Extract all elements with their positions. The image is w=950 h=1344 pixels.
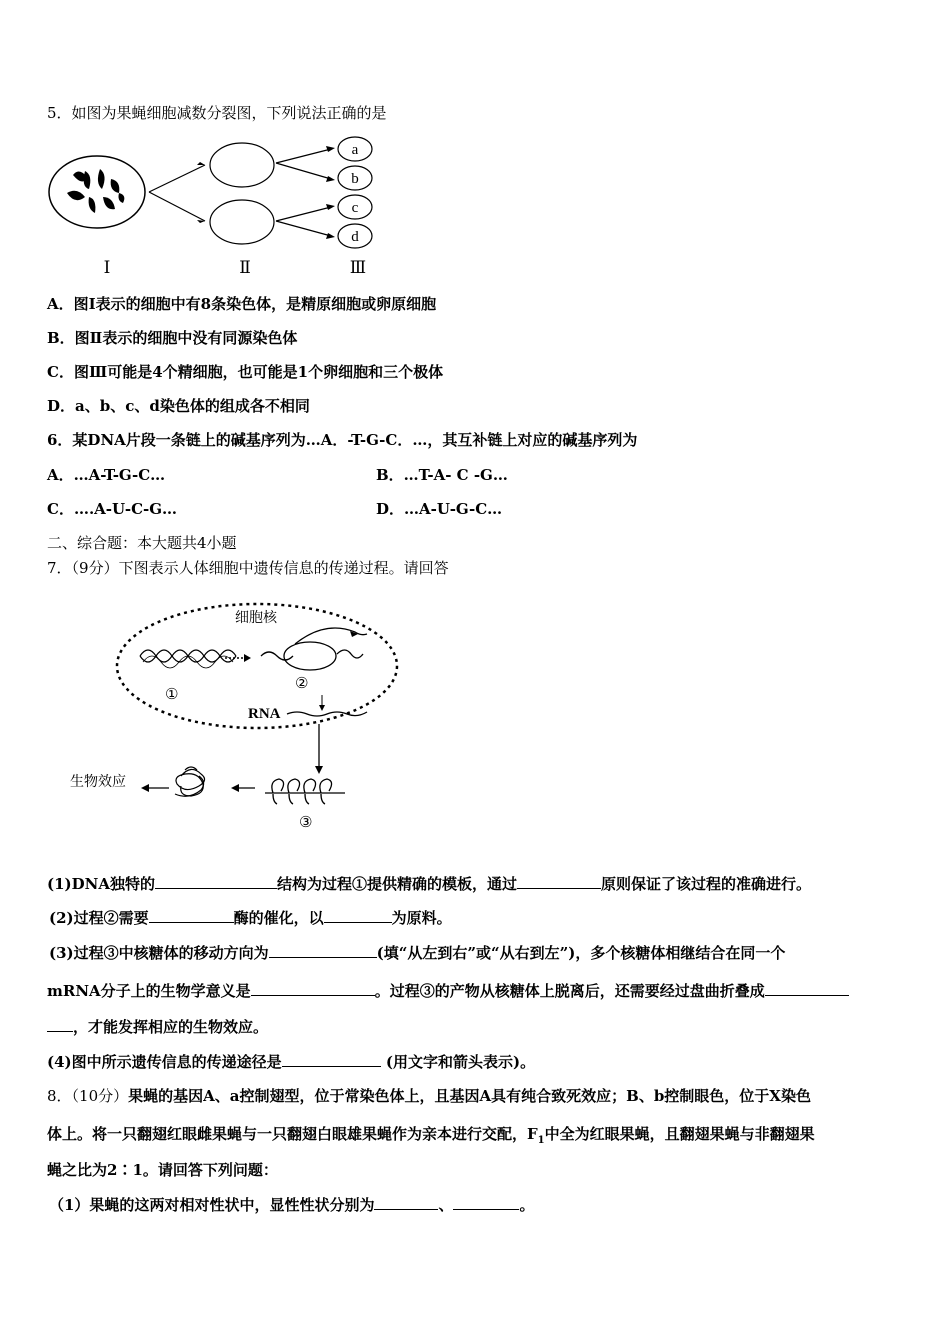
q7-score: （9分） [71,559,119,577]
q7-s3b-text-a: mRNA分子上的生物学意义是 [47,982,251,1000]
cell-label-d: d [351,229,359,245]
q7-s4-text-b: (用文字和箭头表示)。 [385,1053,536,1071]
gene-expression-diagram [65,598,410,833]
q7-s2-blank-1 [149,908,234,923]
q7-s1-text-a: (1)DNA独特的 [47,875,155,893]
q7-s3-text-b: (填“从左到右”或“从右到左”)，多个核糖体相继结合在同一个 [376,944,786,962]
stage-label-III: Ⅲ [349,258,367,277]
q7-s3c-text-a: ，才能发挥相应的生物效应。 [73,1018,269,1036]
meiosis-diagram [45,135,395,280]
q7-s4-text-a: (4)图中所示遗传信息的传递途径是 [47,1053,282,1071]
q8-sub1 [49,1195,534,1215]
folded-protein-icon [175,767,205,796]
q7-s1-text-c: 原则保证了该过程的准确进行。 [601,875,812,893]
cell-label-a: a [351,142,359,158]
q7-s3-blank-3 [765,981,849,996]
q8-s1-text-b: 、 [438,1196,454,1214]
q8-text-2a: 体上。将一只翻翅红眼雌果蝇与一只翻翅白眼雄果蝇作为亲本进行交配，F [47,1125,538,1143]
q8-text-2b: 中全为红眼果蝇，且翻翅果蝇与非翻翅果 [544,1125,815,1143]
q7-s1-blank-2 [517,874,601,889]
q6-option-a: A．…A-T-G-C… [47,466,166,484]
nucleus-label: 细胞核 [235,610,277,626]
q7-s3-text-a: (3)过程③中核糖体的移动方向为 [49,944,269,962]
cell-II-top [210,143,274,187]
q8-line2 [47,1124,815,1151]
section-heading: 二、综合题：本大题共4小题 [47,534,237,552]
q8-s1-text-c: 。 [519,1196,535,1214]
q6-stem: 6．某DNA片段一条链上的碱基序列为…A．-T-G-C．…，其互补链上对应的碱基序列为 [47,431,638,449]
q7-s2-blank-2 [324,908,392,923]
q8-number: 8． [47,1087,72,1105]
q7-sub2 [49,908,452,928]
q7-sub3 [49,943,785,963]
q7-s4-blank [282,1052,381,1067]
marker-3: ③ [299,813,313,831]
q5-option-d: D．a、b、c、d染色体的组成各不相同 [47,397,310,415]
q8-s1-text-a: （1）果蝇的这两对相对性状中，显性性状分别为 [49,1196,375,1214]
q7-number: 7． [47,559,72,577]
q8-s1-blank-1 [374,1195,438,1210]
marker-1: ① [165,685,179,703]
q7-s3-blank-1 [269,943,377,958]
q6-option-d: D．…A-U-G-C… [376,500,503,518]
q7-s2-text-c: 为原料。 [391,909,452,927]
q7-s3b-text-b: 。过程③的产物从核糖体上脱离后，还需要经过盘曲折叠成 [374,982,765,1000]
q7-sub1 [47,874,811,894]
dna-helix-icon [140,650,236,668]
q7-s1-blank-1 [155,874,277,889]
q5-option-b: B．图Ⅱ表示的细胞中没有同源染色体 [47,329,298,347]
cell-label-b: b [351,171,359,187]
q6-option-c: C．….A-U-C-G… [47,500,178,518]
q7-sub4 [47,1052,535,1072]
stage-label-I: Ⅰ [103,258,111,277]
q7-stem: 下图表示人体细胞中遗传信息的传递过程。请回答 [118,559,449,577]
effect-label: 生物效应 [70,774,126,790]
marker-2: ② [295,674,309,692]
ribosomes-icon [265,779,345,804]
q7-s3-blank-2 [251,981,375,996]
q6-option-b: B．…T-A- C -G… [376,466,508,484]
stage-label-II: Ⅱ [239,258,251,277]
q7-s2-text-b: 酶的催化，以 [233,909,324,927]
q8-line3: 蝇之比为2∶1。请回答下列问题： [47,1161,278,1179]
q8-score: （10分） [71,1087,129,1105]
chromosomes-icon [67,169,124,213]
q8-line1 [47,1086,811,1106]
q7-sub3-end [47,1017,268,1037]
q7-s2-text-a: (2)过程②需要 [49,909,149,927]
q7-s3-blank-3-cont [47,1017,73,1032]
q7-stem-line [47,558,449,578]
q7-sub3-cont [47,981,849,1001]
q5-option-a: A．图Ⅰ表示的细胞中有8条染色体，是精原细胞或卵原细胞 [47,295,437,313]
q8-subscript: 1 [537,1135,545,1146]
rna-label: RNA [248,706,281,722]
q8-text-1: 果蝇的基因A、a控制翅型，位于常染色体上，且基因A具有纯合致死效应；B、b控制眼色，位于X染色 [128,1087,811,1105]
cell-I [49,156,145,228]
q7-s1-text-b: 结构为过程①提供精确的模板，通过 [277,875,518,893]
q8-s1-blank-2 [453,1195,519,1210]
cell-II-bottom [210,200,274,244]
q5-stem: 5．如图为果蝇细胞减数分裂图，下列说法正确的是 [47,104,387,122]
cell-label-c: c [351,200,359,216]
q5-option-c: C．图Ⅲ可能是4个精细胞，也可能是1个卵细胞和三个极体 [47,363,444,381]
